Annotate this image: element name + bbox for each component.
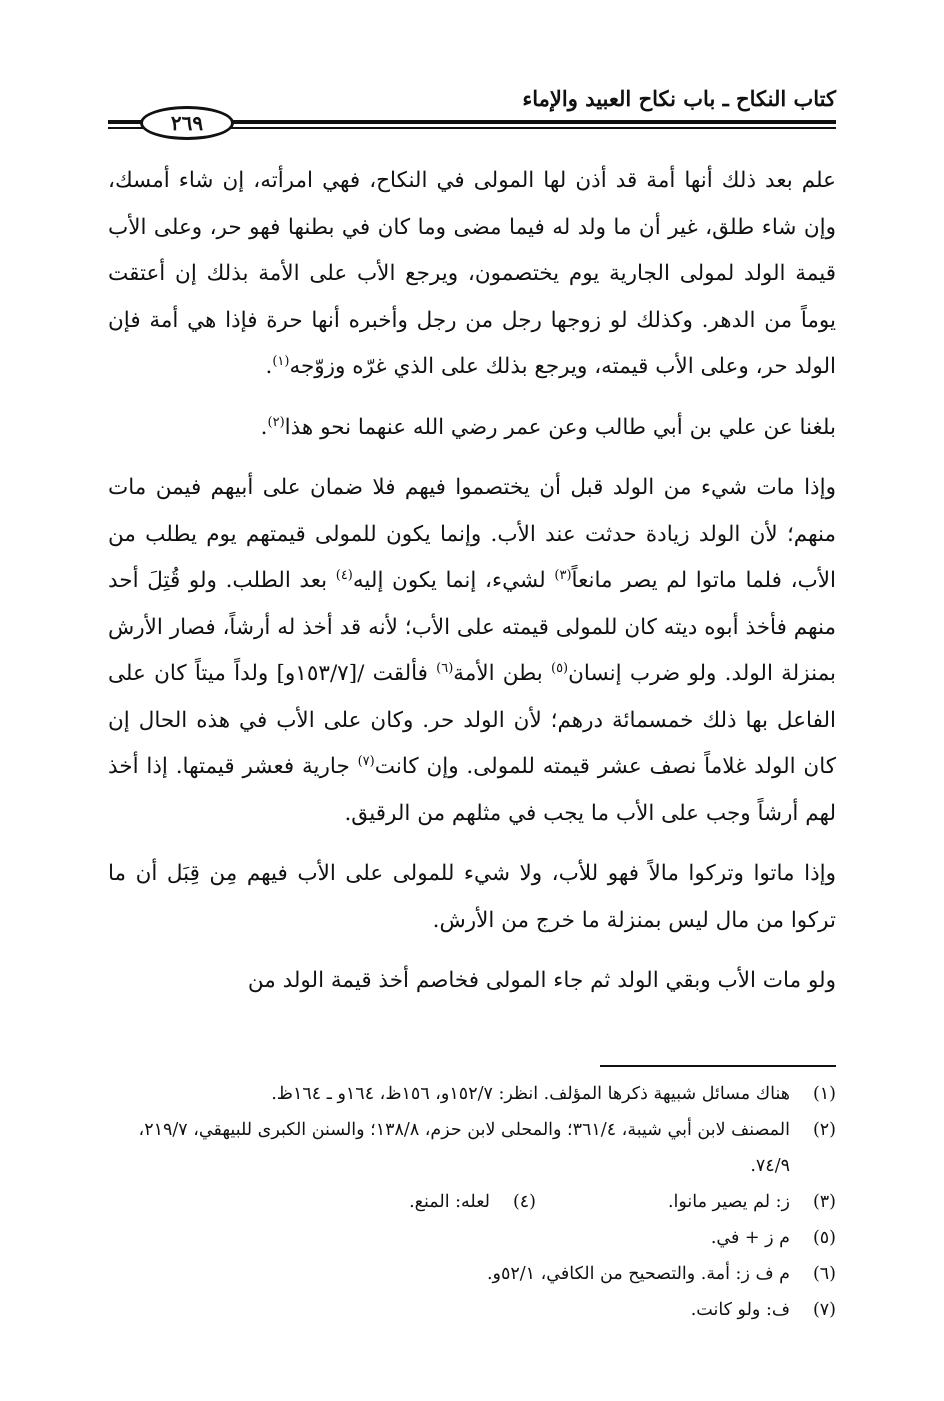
footnote-text: المصنف لابن أبي شيبة، ٣٦١/٤؛ والمحلى لابن حزم، ١٣٨/٨؛ والسنن الكبرى للبيهقي، ٢١٩/٧، ٧٤/٩. [138,1120,790,1176]
footnote-number: (٤) [512,1192,536,1212]
footnote-number: (٣) [812,1192,836,1212]
paragraph [108,158,836,391]
paragraph-text: بعد الطلب. ولو قُتِلَ أحد منهم فأخذ أبوه ديته كان للمولى قيمته على الأب؛ لأنه قد أخذ له أرشاً، فصار الأرش بمنزلة الولد. ولو ضرب إنسان [108,568,836,686]
footnote-3 [536,1184,836,1220]
paragraph-text: لشيء، إنما يكون إليه [352,568,555,593]
paragraph-text: فألقت /[١٥٣/٧و] ولداً ميتاً كان على الفاعل بها ذلك خمسمائة درهم؛ لأن الولد حر. وكان على الأب في هذه الحال إن كان الولد غلاماً نصف عشر قيمته للمولى. وإن كانت [108,661,836,779]
footnote-number: (٥) [812,1228,836,1248]
paragraph [108,851,836,944]
footnotes [108,1076,836,1328]
footnote-marker: (٧) [357,753,375,769]
paragraph-text: . [260,414,268,440]
paragraph [108,405,836,452]
footnote-text: ز: لم يصير مانوا. [667,1192,790,1212]
paragraph [108,465,836,837]
footnote-row-3-4 [108,1184,836,1220]
footnote-number: (١) [812,1084,836,1104]
paragraph-text: ولو مات الأب وبقي الولد ثم جاء المولى فخاصم أخذ قيمة الولد من [247,968,836,993]
footnote-1 [108,1076,836,1112]
main-text [108,158,836,1019]
paragraph-text: وإذا ماتوا وتركوا مالاً فهو للأب، ولا شيء للمولى على الأب فيهم مِن قِبَل أن ما تركوا من مال ليس بمنزلة ما خرج من الأرش. [108,861,836,933]
footnote-marker: (١) [272,353,290,369]
footnote-marker: (٣) [554,567,572,583]
footnote-number: (٧) [812,1300,836,1320]
paragraph-text: جارية فعشر قيمتها. إذا أخذ لهم أرشاً وجب على الأب ما يجب في مثلهم من الرقيق. [108,754,836,826]
footnote-6 [108,1256,836,1292]
paragraph-text: وإذا مات شيء من الولد قبل أن يختصموا فيهم فلا ضمان على أبيهم فيمن مات منهم؛ لأن الولد زيادة حدثت عند الأب. وإنما يكون للمولى قيمتهم يوم يطلب من الأب، فلما ماتوا لم يصر مانعاً [108,475,836,593]
page-number: ٢٦٩ [140,106,234,140]
footnote-marker: (٥) [550,660,569,676]
footnote-text: لعله: المنع. [409,1192,490,1212]
footnote-text: م ف ز: أمة. والتصحيح من الكافي، ٥٢/١و. [486,1264,790,1284]
footnote-number: (٦) [812,1264,836,1284]
footnote-5 [108,1220,836,1256]
paragraph-text: بلغنا عن علي بن أبي طالب وعن عمر رضي الله عنهما نحو هذا [284,414,836,440]
footnote-separator [600,1065,836,1067]
paragraph [108,958,836,1005]
footnote-text: ف: ولو كانت. [690,1300,790,1320]
footnote-marker: (٦) [436,660,454,676]
paragraph-text: . [265,354,273,379]
footnote-number: (٢) [812,1120,836,1140]
footnote-2 [108,1112,836,1184]
footnote-text: م ز + في. [710,1228,790,1248]
footnote-marker: (٢) [267,414,285,430]
paragraph-text: علم بعد ذلك أنها أمة قد أذن لها المولى في النكاح، فهي امرأته، إن شاء أمسك، وإن شاء طلق، غير أن ما ولد له فيما مضى وما كان في بطنها فهو حر، وعلى الأب قيمة الولد لمولى الجارية يوم يختصمون، ويرجع الأب على الأمة بذلك إن أعتقت يوماً من الدهر. وكذلك لو زوجها رجل من رجل وأخبره أنها حرة فإذا هي أمة فإن الولد حر، وعلى الأب قيمته، ويرجع بذلك على الذي غرّه وزوّجه [108,168,836,379]
footnote-marker: (٤) [335,567,353,583]
running-title: كتاب النكاح ـ باب نكاح العبيد والإماء [522,86,836,111]
footnote-7 [108,1292,836,1328]
footnote-4 [236,1184,536,1220]
paragraph-text: بطن الأمة [453,661,551,686]
footnote-text: هناك مسائل شبيهة ذكرها المؤلف. انظر: ١٥٢/٧و، ١٥٦ظ، ١٦٤و ـ ١٦٤ظ. [271,1084,790,1104]
